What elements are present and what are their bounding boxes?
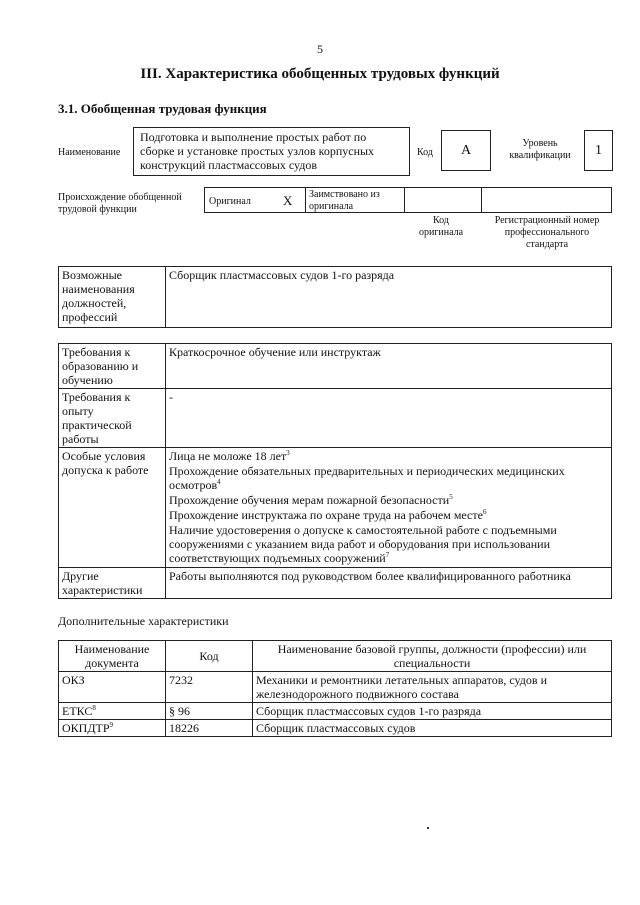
qualification-level-value: 1 [584,130,613,171]
origin-label: Происхождение обобщенной трудовой функции [58,192,182,215]
row-code: § 96 [166,703,253,720]
requirements-table [58,343,612,599]
borrowed-label: Заимствовано из оригинала [309,189,380,212]
table-row [59,641,612,672]
function-code-value: А [441,130,491,171]
table-row [59,672,612,703]
origin-divider [404,188,405,212]
experience-label: Требования к опыту практической работы [59,389,166,448]
table-row [59,448,612,568]
row-name: Механики и ремонтники летательных аппаратов, судов и железнодорожного подвижного состава [253,672,612,703]
scan-speck [427,827,429,829]
row-code: 7232 [166,672,253,703]
section-title: III. Характеристика обобщенных трудовых функций [140,66,500,82]
row-code: 18226 [166,720,253,737]
original-label: Оригинал [209,196,251,207]
row-name: Сборщик пластмассовых судов 1-го разряда [253,703,612,720]
row-name: Сборщик пластмассовых судов [253,720,612,737]
qualification-level-label: Уровень квалификации [509,138,571,161]
origin-divider [481,188,482,212]
additional-characteristics-title: Дополнительные характеристики [58,614,229,628]
other-characteristics-value: Работы выполняются под руководством более квалифицированного работника [166,568,612,599]
original-code-caption: Код оригинала [418,215,464,238]
function-name-value: Подготовка и выполнение простых работ по сборке и установке простых узлов корпусных конструкций пластмассовых судов [133,127,410,176]
header-code: Код [166,641,253,672]
page-number: 5 [317,42,323,56]
header-name: Наименование базовой группы, должности (профессии) или специальности [253,641,612,672]
special-conditions-label: Особые условия допуска к работе [59,448,166,568]
subsection-title: 3.1. Обобщенная трудовая функция [58,101,267,116]
origin-table [204,187,612,213]
row-document: ОКПДТР$^9$ [59,720,166,737]
row-document: ОКЗ [59,672,166,703]
table-row [59,703,612,720]
positions-table [58,266,612,328]
list-item: Прохождение инструктажа по охране труда на рабочем месте$^6$ [169,508,487,522]
table-row [59,568,612,599]
special-conditions-list [166,448,612,568]
education-label: Требования к образованию и обучению [59,344,166,389]
function-name-label: Наименование [58,147,121,158]
function-code-label: Код [417,147,433,158]
list-item: Лица не моложе 18 лет$^3$ [169,449,290,463]
experience-value: - [166,389,612,448]
table-row [59,344,612,389]
table-row [59,267,612,328]
row-document: ЕТКС$^8$ [59,703,166,720]
positions-value: Сборщик пластмассовых судов 1-го разряда [166,267,612,328]
table-row [59,720,612,737]
list-item: Прохождение обязательных предварительных и периодических медицинских осмотров$^4$ [169,464,565,492]
education-value: Краткосрочное обучение или инструктаж [166,344,612,389]
origin-divider [305,188,306,212]
positions-label: Возможные наименования должностей, профессий [59,267,166,328]
list-item: Прохождение обучения мерам пожарной безопасности$^5$ [169,493,453,507]
original-mark: X [283,193,293,208]
additional-table [58,640,612,737]
registration-number-caption: Регистрационный номер профессионального стандарта [494,215,600,250]
header-document: Наименование документа [59,641,166,672]
list-item: Наличие удостоверения о допуске к самостоятельной работе с подъемными сооружениями с указанием вида работ и оборудования при использовании соответствующих подъемных сооружений$^7$ [169,523,557,565]
table-row [59,389,612,448]
other-characteristics-label: Другие характеристики [59,568,166,599]
